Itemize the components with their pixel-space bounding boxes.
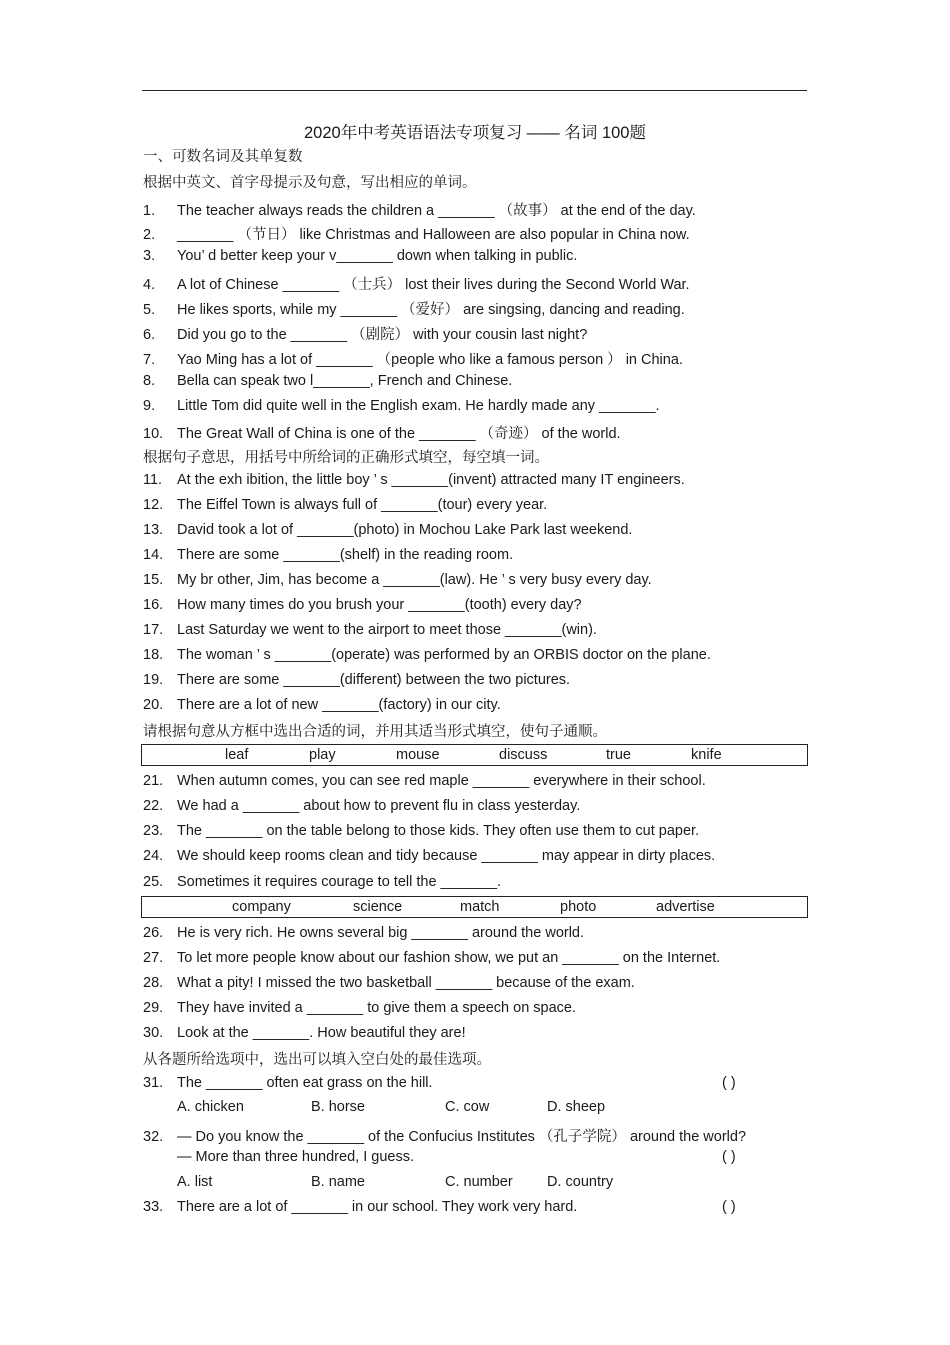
option-a: A. chicken bbox=[177, 1099, 244, 1115]
question-17: 17. Last Saturday we went to the airport to meet those _______(win). bbox=[143, 622, 597, 638]
question-2: 2. _______ （节日） like Christmas and Halloween are also popular in China now. bbox=[143, 227, 690, 243]
question-25: 25. Sometimes it requires courage to tell the _______. bbox=[143, 874, 502, 890]
question-23: 23. The _______ on the table belong to those kids. They often use them to cut paper. bbox=[143, 823, 700, 839]
word-box-item: photo bbox=[560, 899, 597, 915]
word-box-2 bbox=[141, 896, 808, 918]
section-heading: 一、可数名词及其单复数 bbox=[143, 149, 303, 165]
question-13: 13. David took a lot of _______(photo) in Mochou Lake Park last weekend. bbox=[143, 522, 633, 538]
question-32: 32. — Do you know the _______ of the Confucius Institutes （孔子学院） around the world? bbox=[143, 1129, 747, 1145]
top-rule bbox=[142, 90, 807, 91]
option-b: B. horse bbox=[311, 1099, 365, 1115]
answer-paren: ( ) bbox=[722, 1149, 736, 1165]
option-d: D. sheep bbox=[547, 1099, 606, 1115]
question-10: 10. The Great Wall of China is one of the _______ （奇迹） of the world. bbox=[143, 426, 621, 442]
part1-instruction: 根据中英文、首字母提示及句意，写出相应的单词。 bbox=[143, 175, 477, 191]
word-box-item: true bbox=[606, 747, 631, 763]
question-18: 18. The woman ’ s _______(operate) was performed by an ORBIS doctor on the plane. bbox=[143, 647, 711, 663]
question-22: 22. We had a _______ about how to prevent flu in class yesterday. bbox=[143, 798, 581, 814]
question-29: 29. They have invited a _______ to give them a speech on space. bbox=[143, 1000, 577, 1016]
question-31: 31. The _______ often eat grass on the hill. bbox=[143, 1075, 433, 1091]
option-a: A. list bbox=[177, 1174, 213, 1190]
question-33: 33. There are a lot of _______ in our school. They work very hard. bbox=[143, 1199, 578, 1215]
question-19: 19. There are some _______(different) between the two pictures. bbox=[143, 672, 571, 688]
answer-paren: ( ) bbox=[722, 1199, 736, 1215]
word-box-item: company bbox=[232, 899, 291, 915]
question-28: 28. What a pity! I missed the two basketball _______ because of the exam. bbox=[143, 975, 635, 991]
word-box-item: match bbox=[460, 899, 500, 915]
question-9: 9. Little Tom did quite well in the English exam. He hardly made any _______. bbox=[143, 398, 660, 414]
question-26: 26. He is very rich. He owns several big _______ around the world. bbox=[143, 925, 585, 941]
question-20: 20. There are a lot of new _______(factory) in our city. bbox=[143, 697, 501, 713]
part2-instruction: 根据句子意思，用括号中所给词的正确形式填空，每空填一词。 bbox=[143, 450, 549, 466]
question-5: 5. He likes sports, while my _______ （爱好） are singsing, dancing and reading. bbox=[143, 302, 685, 318]
option-c: C. cow bbox=[445, 1099, 490, 1115]
word-box-item: mouse bbox=[396, 747, 440, 763]
question-7: 7. Yao Ming has a lot of _______ （people who like a famous person ） in China. bbox=[143, 352, 683, 368]
option-c: C. number bbox=[445, 1174, 513, 1190]
word-box-item: science bbox=[353, 899, 403, 915]
question-11: 11. At the exh ibition, the little boy ’ s _______(invent) attracted many IT engineers. bbox=[143, 472, 685, 488]
question-8: 8. Bella can speak two l_______, French and Chinese. bbox=[143, 373, 513, 389]
answer-paren: ( ) bbox=[722, 1075, 736, 1091]
question-3: 3. You’ d better keep your v_______ down when talking in public. bbox=[143, 248, 578, 264]
question-27: 27. To let more people know about our fashion show, we put an _______ on the Internet. bbox=[143, 950, 721, 966]
option-b: B. name bbox=[311, 1174, 365, 1190]
part3-instruction: 请根据句意从方框中选出合适的词，并用其适当形式填空，使句子通顺。 bbox=[143, 724, 607, 740]
option-d: D. country bbox=[547, 1174, 614, 1190]
question-15: 15. My br other, Jim, has become a _______(law). He ’ s very busy every day. bbox=[143, 572, 652, 588]
question-12: 12. The Eiffel Town is always full of _______(tour) every year. bbox=[143, 497, 548, 513]
part4-instruction: 从各题所给选项中，选出可以填入空白处的最佳选项。 bbox=[143, 1052, 491, 1068]
question-1: 1. The teacher always reads the children a _______ （故事） at the end of the day. bbox=[143, 203, 696, 219]
word-box-item: play bbox=[309, 747, 336, 763]
question-4: 4. A lot of Chinese _______ （士兵） lost their lives during the Second World War. bbox=[143, 277, 690, 293]
page-title: 2020年中考英语语法专项复习 —— 名词 100题 bbox=[304, 124, 646, 142]
question-6: 6. Did you go to the _______ （剧院） with your cousin last night? bbox=[143, 327, 588, 343]
question-14: 14. There are some _______(shelf) in the reading room. bbox=[143, 547, 514, 563]
word-box-item: leaf bbox=[225, 747, 249, 763]
question-24: 24. We should keep rooms clean and tidy because _______ may appear in dirty places. bbox=[143, 848, 716, 864]
question-16: 16. How many times do you brush your _______(tooth) every day? bbox=[143, 597, 582, 613]
question-32-reply: — More than three hundred, I guess. bbox=[177, 1149, 414, 1165]
word-box-1 bbox=[141, 744, 808, 766]
question-21: 21. When autumn comes, you can see red maple _______ everywhere in their school. bbox=[143, 773, 706, 789]
question-30: 30. Look at the _______. How beautiful they are! bbox=[143, 1025, 466, 1041]
word-box-item: knife bbox=[691, 747, 722, 763]
word-box-item: discuss bbox=[499, 747, 548, 763]
word-box-item: advertise bbox=[656, 899, 715, 915]
